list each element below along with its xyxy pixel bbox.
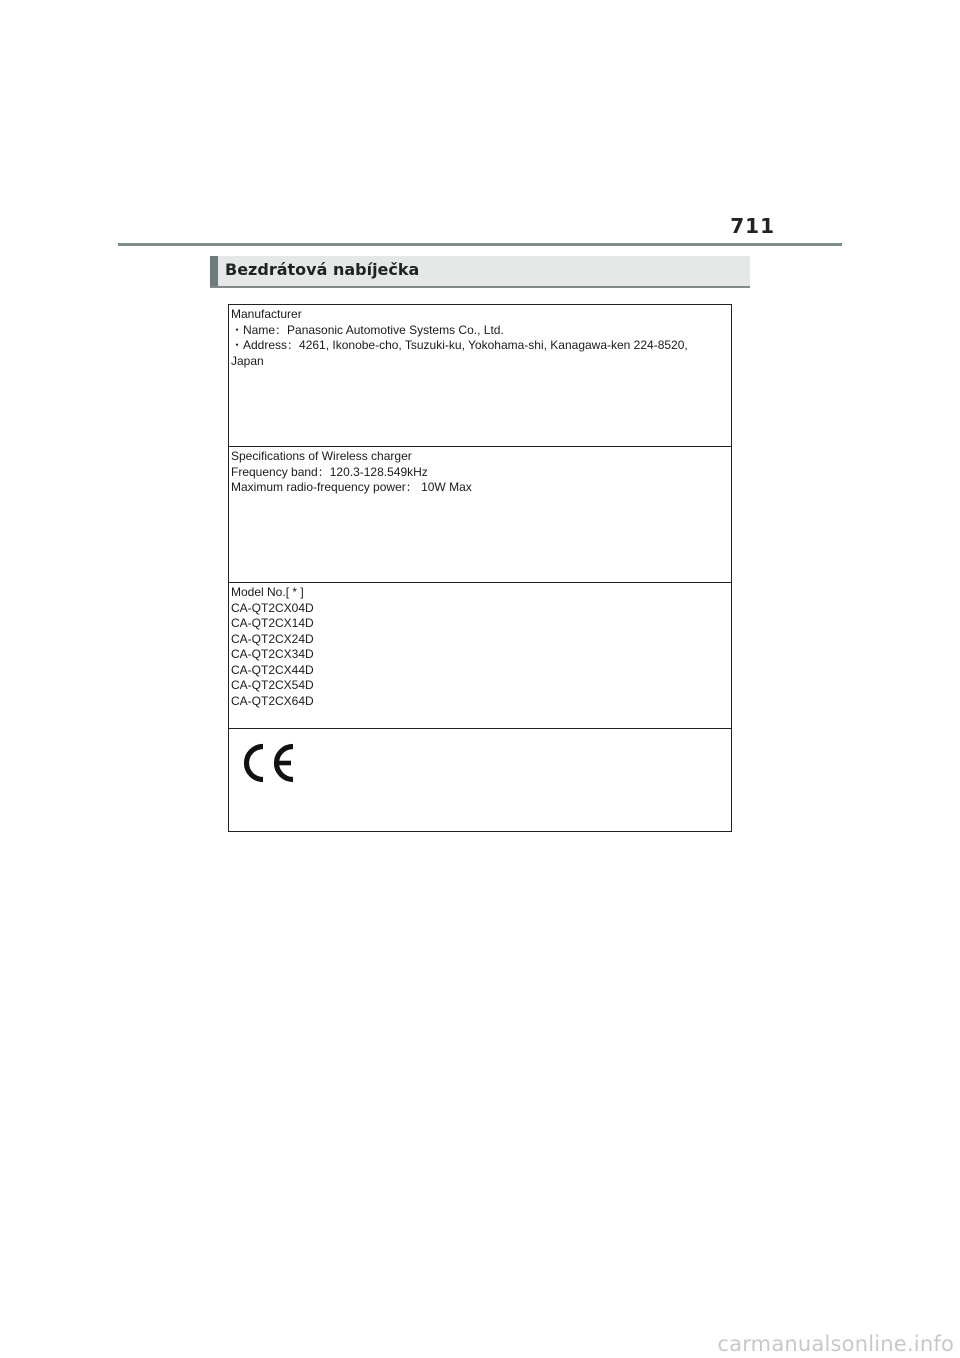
section-header-accent-bar	[210, 256, 218, 286]
model-number: CA-QT2CX24D	[231, 631, 314, 646]
max-rf-power: Maximum radio-frequency power： 10W Max	[231, 480, 472, 494]
model-number: CA-QT2CX64D	[231, 693, 314, 708]
watermark: carmanualsonline.info	[717, 1332, 954, 1356]
manufacturer-heading: Manufacturer	[231, 307, 302, 321]
model-number: CA-QT2CX34D	[231, 647, 314, 661]
manufacturer-address-continued: Japan	[231, 353, 264, 368]
manufacturer-address: ・Address：4261, Ikonobe-cho, Tsuzuki-ku, Yokohama-shi, Kanagawa-ken 224-8520,	[231, 338, 688, 352]
ce-mark-icon	[239, 741, 299, 785]
certification-cell	[229, 729, 731, 831]
frequency-band: Frequency band：120.3-128.549kHz	[231, 464, 428, 479]
manufacturer-cell	[229, 305, 731, 447]
specifications-heading: Specifications of Wireless charger	[231, 449, 412, 463]
section-title: Bezdrátová nabíječka	[225, 260, 420, 279]
manufacturer-name: ・Name：Panasonic Automotive Systems Co., Ltd.	[231, 322, 504, 337]
page-number: 711	[730, 214, 775, 238]
section-header	[210, 256, 750, 288]
model-numbers-cell	[229, 583, 731, 729]
header-divider	[118, 243, 842, 246]
model-numbers-heading: Model No.[ * ]	[231, 585, 304, 599]
model-number: CA-QT2CX04D	[231, 600, 314, 615]
regulatory-info-table	[228, 304, 732, 832]
model-number: CA-QT2CX54D	[231, 678, 314, 692]
model-number: CA-QT2CX44D	[231, 662, 314, 677]
specifications-cell	[229, 447, 731, 583]
model-number: CA-QT2CX14D	[231, 616, 314, 630]
